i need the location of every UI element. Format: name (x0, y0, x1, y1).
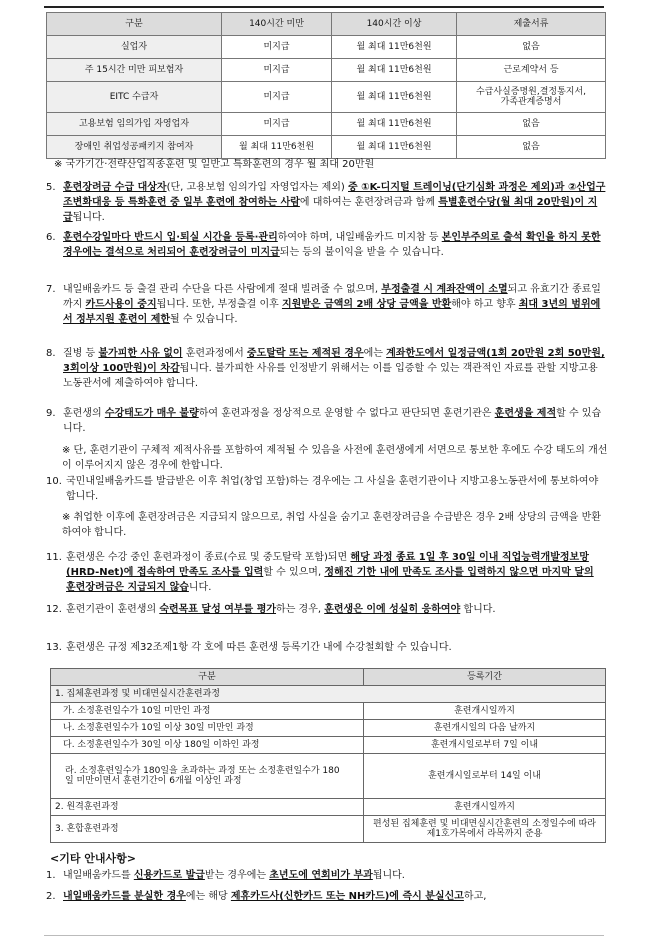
table-cell (47, 136, 222, 159)
table-row (47, 36, 606, 59)
bottom-rule (44, 935, 604, 936)
emphasis-text: 특별훈련수당(월 최대 20만원)이 지급 (63, 197, 598, 223)
table-row (51, 703, 606, 720)
table-cell-line: 주 15시간 미만 피보험자 (84, 65, 184, 75)
emphasis-text: 초년도에 연회비가 부과 (269, 870, 373, 881)
table-cell (332, 82, 457, 113)
table-cell-line: 월 최대 11만6천원 (356, 119, 432, 129)
item-9 (46, 406, 606, 436)
plain-text: 되는 등의 불이익을 받을 수 있습니다. (279, 247, 444, 258)
item-text (66, 550, 606, 595)
table-row (51, 816, 606, 843)
period-cell: 훈련개시일의 다음 날까지 (364, 720, 606, 737)
plain-text: (단, 고용보험 임의가입 자영업자는 제외) (166, 182, 349, 193)
table-cell-line: 수급사실증명원,결정통지서, (475, 87, 587, 97)
table-cell-line: 실업자 (120, 42, 148, 52)
table-cell (222, 36, 332, 59)
item-number: 7. (46, 284, 56, 295)
header-under-140: 140시간 미만 (222, 13, 332, 36)
item-text (63, 406, 606, 436)
table-row (51, 754, 606, 799)
table-cell-line: 미지급 (263, 65, 290, 75)
table-cell-line: 가족관계증명서 (500, 97, 562, 107)
plain-text: 하는 경우, (276, 604, 325, 615)
table-cell (222, 113, 332, 136)
table-cell (457, 36, 606, 59)
note-strategic-training: ※ 국가기간·전략산업직종훈련 및 일반고 특화훈련의 경우 월 최대 20만원 (54, 159, 375, 170)
emphasis-text: 훈련생은 이에 성실히 응하여야 (324, 604, 461, 615)
item-number: 11. (46, 552, 62, 563)
table-cell (457, 82, 606, 113)
period-cell: 훈련개시일로부터 7일 이내 (364, 737, 606, 754)
table-cell-line: 없음 (522, 119, 540, 129)
item-number: 5. (46, 182, 56, 193)
table-cell (47, 59, 222, 82)
table-cell-line: 미지급 (263, 119, 290, 129)
table-row (51, 799, 606, 816)
item-5 (46, 180, 606, 225)
table-cell (222, 82, 332, 113)
period-cell: 훈련개시일로부터 14일 이내 (364, 754, 606, 799)
header-over-140: 140시간 이상 (332, 13, 457, 36)
item-13 (46, 640, 606, 655)
item-number: 9. (46, 408, 56, 419)
section-heading-other: <기타 안내사항> (50, 852, 137, 865)
emphasis-text: 카드사용이 중지 (85, 299, 157, 310)
table-cell (222, 136, 332, 159)
plain-text: 내일배움카드 등 출결 관리 수단을 다른 사람에게 절대 빌려줄 수 없으며, (63, 284, 382, 295)
table-row (51, 737, 606, 754)
table-cell-line: 고용보험 임의가입 자영업자 (78, 119, 190, 129)
plain-text: 국민내일배움카드를 발급받은 이후 취업(창업 포함)하는 경우에는 그 사실을 훈련기관이나 지방고용노동관서에 통보하여야 합니다. (66, 476, 599, 502)
table-cell-line: 월 최대 11만6천원 (356, 65, 432, 75)
emphasis-text: 수강태도가 매우 불량 (104, 408, 199, 419)
table-cell (47, 113, 222, 136)
item-7 (46, 282, 606, 327)
category-cell: 2. 원격훈련과정 (51, 799, 364, 816)
table-cell (332, 113, 457, 136)
table-cell (332, 36, 457, 59)
item-number: 12. (46, 604, 62, 615)
item-text (63, 868, 606, 883)
header-period: 등록기간 (364, 669, 606, 686)
emphasis-text: 지원받은 금액의 2배 상당 금액을 반환 (281, 299, 452, 310)
table-cell-line: 월 최대 11만6천원 (356, 92, 432, 102)
allowance-table (46, 12, 606, 159)
period-cell: 편성된 집체훈련 및 비대면실시간훈련의 소정일수에 따라 제1호가목에서 라목까지 준용 (364, 816, 606, 843)
table-row (47, 59, 606, 82)
table-cell (332, 59, 457, 82)
emphasis-text: 불가피한 사유 없이 (98, 348, 183, 359)
item-text (63, 889, 606, 904)
plain-text: 할 수 있습니다. (63, 408, 602, 434)
table-cell-line: 없음 (522, 42, 540, 52)
table-cell-line: 근로계약서 등 (503, 65, 559, 75)
table-cell-line: 없음 (522, 142, 540, 152)
table-cell-line: 장애인 취업성공패키지 참여자 (74, 142, 194, 152)
plain-text: 에는 (363, 348, 387, 359)
emphasis-text: 내일배움카드를 분실한 경우 (63, 891, 186, 902)
table-cell-line: EITC 수급자 (109, 92, 159, 102)
emphasis-text: 해당 과정 종료 1일 후 30일 이내 직업능력개발정보망(HRD-Net)에 접속하여 만족도 조사를 입력 (66, 552, 589, 578)
header-documents: 제출서류 (457, 13, 606, 36)
allowance-table-header (47, 13, 606, 36)
plain-text: 될 수 있습니다. (170, 314, 238, 325)
item-text (66, 474, 606, 504)
period-cell: 훈련개시일까지 (364, 703, 606, 720)
emphasis-text: 부정출결 시 계좌잔액이 소멸 (381, 284, 508, 295)
emphasis-text: 제휴카드사(신한카드 또는 NH카드)에 즉시 분실신고 (230, 891, 464, 902)
plain-text: 니다. (188, 582, 212, 593)
plain-text: 합니다. (460, 604, 496, 615)
emphasis-text: 정해진 기한 내에 만족도 조사를 입력하지 않으면 마지막 달의 훈련장려금은 지급되지 않습 (66, 567, 594, 593)
emphasis-text: 신용카드로 발급 (133, 870, 205, 881)
item-text (66, 602, 606, 617)
item-number: 2. (46, 891, 56, 902)
plain-text: 됩니다. (372, 870, 405, 881)
note-item-9: ※ 단, 훈련기관이 구체적 제적사유를 포함하여 제적될 수 있음을 사전에 훈련생에게 서면으로 통보한 후에도 수강 태도의 개선이 이루어지지 않은 경우에 한합니다. (62, 445, 608, 471)
category-cell: 가. 소정훈련일수가 10일 미만인 과정 (51, 703, 364, 720)
table-cell-line: 월 최대 11만6천원 (238, 142, 315, 152)
item-number: 10. (46, 476, 62, 487)
table-row (51, 720, 606, 737)
table-row (47, 136, 606, 159)
item-number: 1. (46, 870, 56, 881)
plain-text: 됩니다. (72, 212, 105, 223)
table-cell (457, 136, 606, 159)
top-rule (44, 6, 604, 8)
item-8 (46, 346, 606, 391)
extra-item-2 (46, 889, 606, 904)
item-text (63, 180, 606, 225)
table-row (51, 686, 606, 703)
table-cell-line: 월 최대 11만6천원 (356, 142, 432, 152)
plain-text: 에는 해당 (185, 891, 231, 902)
table-cell-line: 미지급 (263, 92, 290, 102)
table-row (47, 82, 606, 113)
item-number: 13. (46, 642, 62, 653)
table-cell-line: 월 최대 11만6천원 (356, 42, 432, 52)
plain-text: 훈련생은 수강 중인 훈련과정이 종료(수료 및 중도탈락 포함)되면 (66, 552, 351, 563)
item-number: 6. (46, 232, 56, 243)
plain-text: 해야 하고 향후 (451, 299, 519, 310)
item-12 (46, 602, 606, 617)
emphasis-text: 본인부주의로 출석 확인을 하지 못한 경우에는 결석으로 처리되어 훈련장려금이 미지급 (63, 232, 601, 258)
item-10 (46, 474, 606, 504)
plain-text: 됩니다. 불가피한 사유를 인정받기 위해서는 이를 입증할 수 있는 객관적인 자료를 관할 지방고용노동관서에 제출하여야 합니다. (63, 363, 598, 389)
period-cell: 훈련개시일까지 (364, 799, 606, 816)
item-11 (46, 550, 606, 595)
item-text (63, 230, 606, 260)
item-text (63, 346, 606, 391)
emphasis-text: 훈련생을 제적 (494, 408, 557, 419)
emphasis-text: 중 ①K-디지털 트레이닝(단기심화 과정은 제외)과 ②산업구조변화대응 등 특화훈련 중 일부 훈련에 참여하는 사람 (63, 182, 606, 208)
emphasis-text: 중도탈락 또는 제적된 경우 (246, 348, 364, 359)
plain-text: 내일배움카드를 (63, 870, 134, 881)
table-cell (457, 113, 606, 136)
table-cell (47, 82, 222, 113)
registration-table-header (51, 669, 606, 686)
table-cell (47, 36, 222, 59)
plain-text: 에 대하여는 훈련장려금과 함께 (299, 197, 439, 208)
header-category: 구분 (47, 13, 222, 36)
group-label: 1. 집체훈련과정 및 비대면실시간훈련과정 (51, 686, 606, 703)
emphasis-text: 계좌한도에서 일정금액(1회 20만원 2회 50만원, 3회이상 100만원)이 차감 (63, 348, 605, 374)
category-cell: 3. 혼합훈련과정 (51, 816, 364, 843)
category-cell: 다. 소정훈련일수가 30일 이상 180일 이하인 과정 (51, 737, 364, 754)
item-text (66, 640, 606, 655)
extra-item-1 (46, 868, 606, 883)
header-category-2: 구분 (51, 669, 364, 686)
note-item-10: ※ 취업한 이후에 훈련장려금은 지급되지 않으므로, 취업 사실을 숨기고 훈련장려금을 수급받은 경우 2배 상당의 금액을 반환하여야 합니다. (62, 512, 601, 538)
plain-text: 할 수 있으며, (263, 567, 325, 578)
plain-text: 훈련과정에서 (182, 348, 247, 359)
plain-text: 훈련기관이 훈련생의 (66, 604, 160, 615)
emphasis-text: 숙련목표 달성 여부를 평가 (159, 604, 277, 615)
item-number: 8. (46, 348, 56, 359)
plain-text: 하여 훈련과정을 정상적으로 운영할 수 없다고 판단되면 훈련기관은 (198, 408, 495, 419)
plain-text: 훈련생은 규정 제32조제1항 각 호에 따른 훈련생 등록기간 내에 수강철회할 수 있습니다. (66, 642, 452, 653)
emphasis-text: 최대 3년의 범위에서 정부지원 훈련이 제한 (63, 299, 601, 325)
table-cell (457, 59, 606, 82)
category-cell: 라. 소정훈련일수가 180일을 초과하는 과정 또는 소정훈련일수가 180일 미만이면서 훈련기간이 6개월 이상인 과정 (51, 754, 364, 799)
table-cell (222, 59, 332, 82)
plain-text: 하고, (463, 891, 487, 902)
plain-text: 되고 유효기간 종료일까지 (63, 284, 601, 310)
registration-period-table (50, 668, 606, 843)
plain-text: 받는 경우에는 (204, 870, 270, 881)
emphasis-text: 훈련장려금 수급 대상자 (63, 182, 167, 193)
plain-text: 질병 등 (63, 348, 99, 359)
plain-text: 하여야 하며, 내일배움카드 미지참 등 (277, 232, 442, 243)
table-cell (332, 136, 457, 159)
item-6 (46, 230, 606, 260)
plain-text: 됩니다. 또한, 부정출결 이후 (156, 299, 282, 310)
item-text (63, 282, 606, 327)
category-cell: 나. 소정훈련일수가 10일 이상 30일 미만인 과정 (51, 720, 364, 737)
emphasis-text: 훈련수강일마다 반드시 입·퇴실 시간을 등록·관리 (63, 232, 278, 243)
plain-text: 훈련생의 (63, 408, 105, 419)
table-row (47, 113, 606, 136)
table-cell-line: 미지급 (263, 42, 290, 52)
